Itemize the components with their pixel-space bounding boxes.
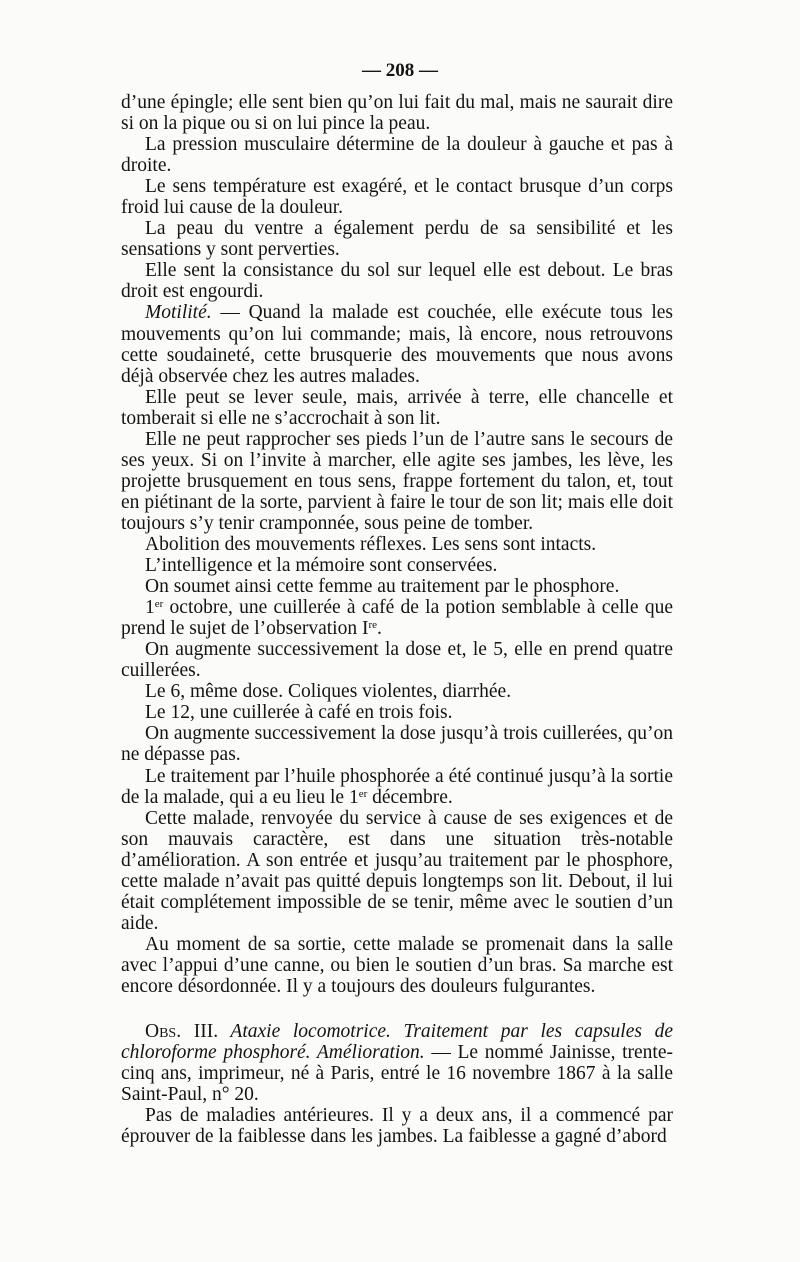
paragraph: On augmente successivement la dose et, le 5, elle en prend quatre cuillerées. xyxy=(121,639,673,682)
paragraph: La pression musculaire détermine de la douleur à gauche et pas à droite. xyxy=(121,134,673,177)
paragraph: Elle sent la consistance du sol sur lequel elle est debout. Le bras droit est engourdi. xyxy=(121,260,673,303)
paragraph: On soumet ainsi cette femme au traitement par le phosphore. xyxy=(145,576,620,598)
paragraph-text: Le traitement par l’huile phosphorée a été continué jusqu’à la sortie de la malade, qui a eu lieu le 1 xyxy=(121,765,673,808)
paragraph xyxy=(121,597,673,639)
paragraph: d’une épingle; elle sent bien qu’on lui fait du mal, mais ne saurait dire si on la pique ou si on lui pince la peau. xyxy=(121,92,673,135)
paragraph: Le 12, une cuillerée à café en trois fois. xyxy=(145,702,453,724)
body-text xyxy=(121,92,673,1147)
paragraph-text: octobre, une cuillerée à café de la potion semblable à celle que prend le sujet de l’observation I xyxy=(121,597,673,640)
paragraph: Au moment de sa sortie, cette malade se promenait dans la salle avec l’appui d’une canne, ou bien le soutien d’un bras. Sa marche est encore désordonnée. Il y a toujours des douleurs fulgurantes. xyxy=(121,933,673,997)
section-gap xyxy=(121,997,673,1021)
paragraph: L’intelligence et la mémoire sont conservées. xyxy=(145,555,498,577)
date-number: 1 xyxy=(145,597,155,619)
paragraph: Cette malade, renvoyée du service à cause de ses exigences et de son mauvais caractère, est dans une situation très-notable d’amélioration. A son entrée et jusqu’au traitement par le phosphore, cette malade n’avait pas quitté depuis longtemps son lit. Debout, il lui était complétement impossible de se tenir, même avec le soutien d’un aide. xyxy=(121,807,673,934)
observation-title: Ataxie locomotrice. Traitement par les capsules de chloroforme phosphoré. Amélioration. xyxy=(121,1021,673,1064)
paragraph: Le sens température est exagéré, et le contact brusque d’un corps froid lui cause de la douleur. xyxy=(121,176,673,219)
paragraph: On augmente successivement la dose jusqu’à trois cuillerées, qu’on ne dépasse pas. xyxy=(121,723,673,766)
paragraph-text: — Quand la malade est couchée, elle exécute tous les mouvements qu’on lui commande; mais, là encore, nous retrouvons cette soudaineté, cette brusquerie des mouvements que nous avons déjà observée chez les autres malades. xyxy=(121,302,673,387)
ordinal-suffix: re xyxy=(368,619,378,632)
section-lead: Motilité. xyxy=(145,302,212,324)
observation-text: — Le nommé Jainisse, trente-cinq ans, imprimeur, né à Paris, entré le 16 novembre 1867 à la salle Saint-Paul, n° 20. xyxy=(121,1042,673,1106)
paragraph xyxy=(121,766,673,808)
paragraph-text-end: décembre. xyxy=(367,786,453,808)
paragraph: Elle peut se lever seule, mais, arrivée à terre, elle chancelle et tomberait si elle ne s’accrochait à son lit. xyxy=(121,386,673,429)
page-number: — 208 — xyxy=(362,60,438,81)
paragraph: Pas de maladies antérieures. Il y a deux ans, il a commencé par éprouver de la faiblesse dans les jambes. La faiblesse a gagné d’abord xyxy=(121,1105,673,1148)
paragraph: La peau du ventre a également perdu de sa sensibilité et les sensations y sont perverties. xyxy=(121,218,673,261)
observation-label: Obs. III. xyxy=(145,1021,219,1043)
observation-heading xyxy=(121,1021,673,1105)
ordinal-suffix: er xyxy=(154,598,164,611)
paragraph: Le 6, même dose. Coliques violentes, diarrhée. xyxy=(145,681,512,703)
paragraph: Elle ne peut rapprocher ses pieds l’un de l’autre sans le secours de ses yeux. Si on l’invite à marcher, elle agite ses jambes, les lève, les projette brusquement en tous sens, frappe fortement du talon, et, tout en piétinant de la sorte, parvient à faire le tour de son lit; mais elle doit toujours s’y tenir cramponnée, sous peine de tomber. xyxy=(121,428,673,534)
paragraph: Abolition des mouvements réflexes. Les sens sont intacts. xyxy=(145,533,597,555)
paragraph xyxy=(121,302,673,386)
paragraph-text-end: . xyxy=(377,618,382,640)
ordinal-suffix: er xyxy=(358,787,368,800)
